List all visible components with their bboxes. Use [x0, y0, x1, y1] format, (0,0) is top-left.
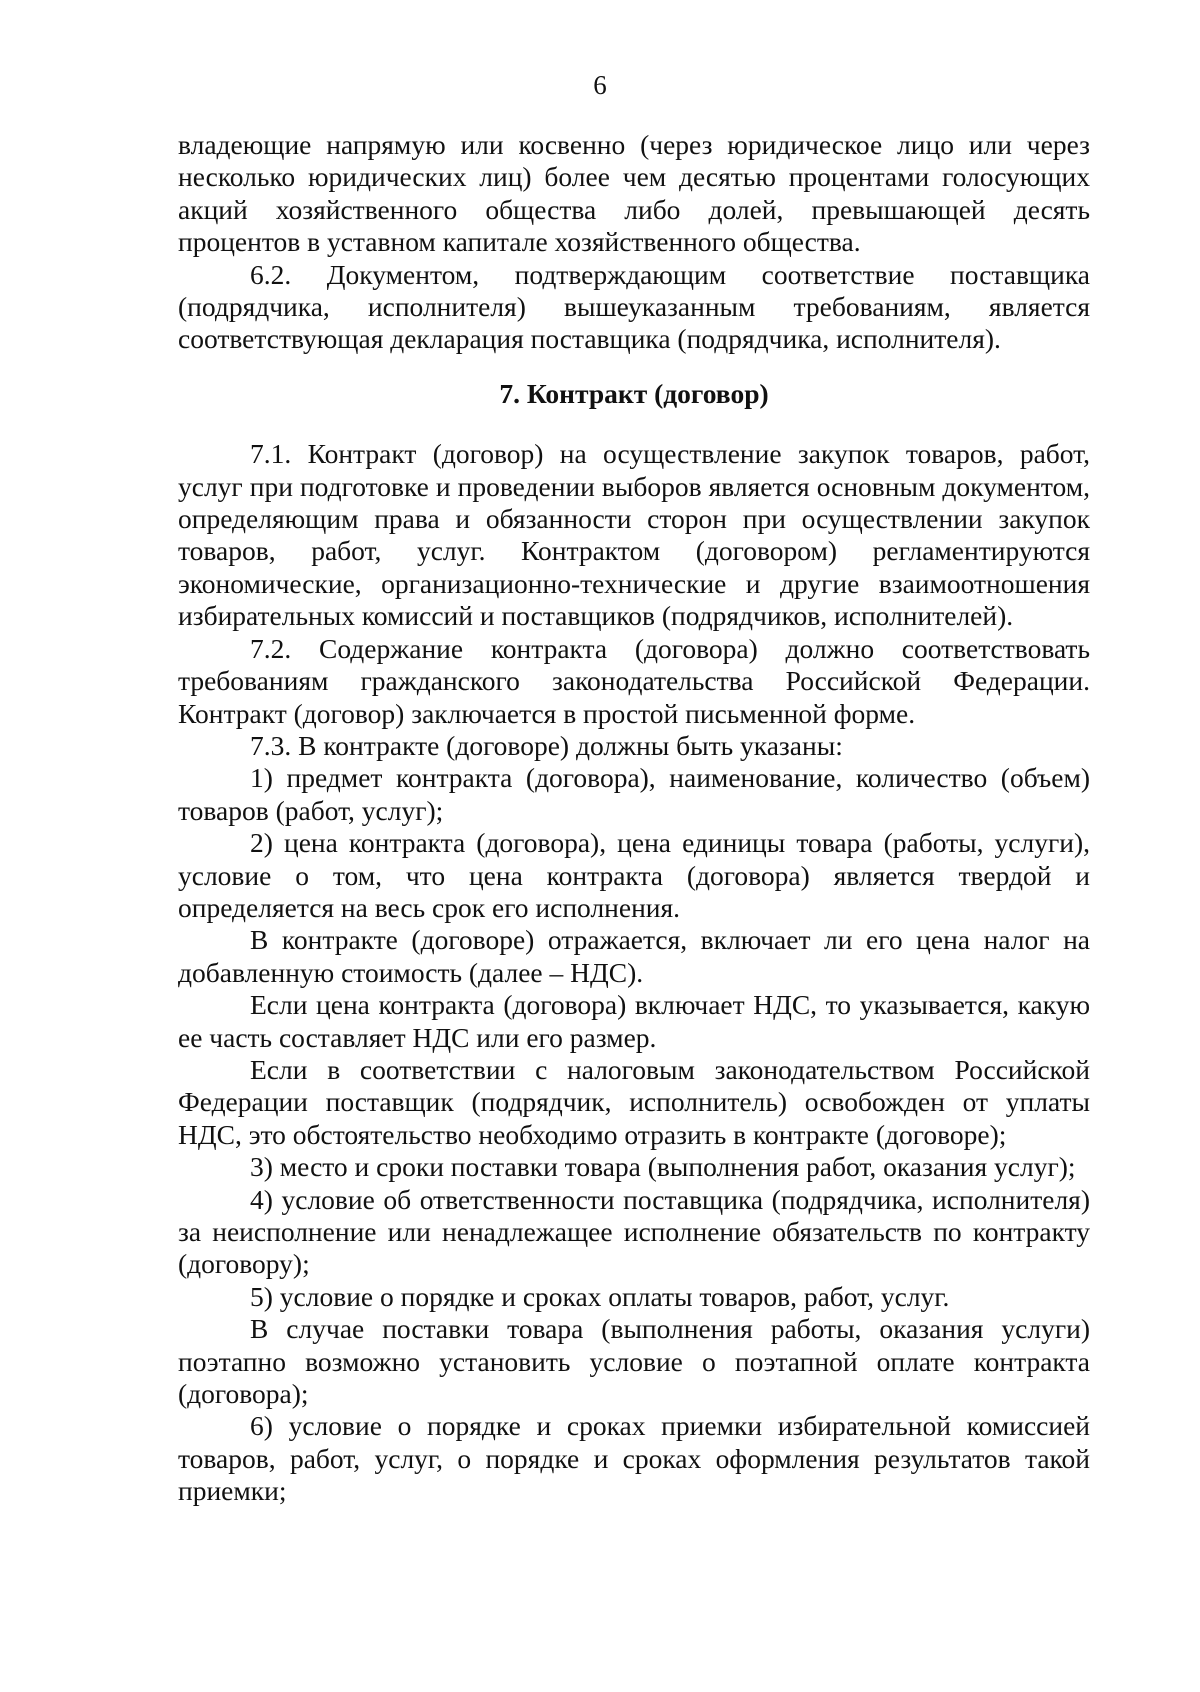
list-item-4: 4) условие об ответственности поставщика (подрядчика, исполнителя) за неисполнение или ненадлежащее исполнение обязательств по контракту (договору); — [178, 1183, 1090, 1280]
list-item-2: 2) цена контракта (договора), цена единицы товара (работы, услуги), условие о том, что цена контракта (договора) является твердой и определяется на весь срок его исполнения. — [178, 827, 1090, 923]
paragraph-staged-payment: В случае поставки товара (выполнения работы, оказания услуги) поэтапно возможно установить условие о поэтапной оплате контракта (договора); — [178, 1313, 1090, 1410]
list-item-3: 3) место и сроки поставки товара (выполнения работ, оказания услуг); — [250, 1151, 1076, 1183]
list-item-5: 5) условие о порядке и сроках оплаты товаров, работ, услуг. — [250, 1280, 950, 1312]
document-body — [178, 129, 1090, 1508]
paragraph-7-3: 7.3. В контракте (договоре) должны быть указаны: — [250, 729, 843, 761]
section-heading: 7. Контракт (договор) — [499, 377, 769, 409]
paragraph-continuation: владеющие напрямую или косвенно (через юридическое лицо или через несколько юридических лиц) более чем десятью процентами голосующих акций хозяйственного общества либо долей, превышающей десять процентов в уставном капитале хозяйственного общества. — [178, 129, 1090, 258]
page-number: 6 — [593, 70, 607, 100]
paragraph-7-2: 7.2. Содержание контракта (договора) должно соответствовать требованиям гражданского законодательства Российской Федерации. Контракт (договор) заключается в простой письменной форме. — [178, 632, 1090, 729]
paragraph-7-1: 7.1. Контракт (договор) на осуществление закупок товаров, работ, услуг при подготовке и проведении выборов является основным документом, определяющим права и обязанности сторон при осуществлении закупок товаров, работ, услуг. Контрактом (договором) регламентируются экономические, организационно-технические и другие взаимоотношения избирательных комиссий и поставщиков (подрядчиков, исполнителей). — [178, 438, 1090, 632]
list-item-1: 1) предмет контракта (договора), наименование, количество (объем) товаров (работ, услуг); — [178, 762, 1090, 826]
paragraph-vat-share: Если цена контракта (договора) включает НДС, то указывается, какую ее часть составляет НДС или его размер. — [178, 989, 1090, 1053]
list-item-6: 6) условие о порядке и сроках приемки избирательной комиссией товаров, работ, услуг, о порядке и сроках оформления результатов такой приемки; — [178, 1410, 1090, 1507]
paragraph-6-2: 6.2. Документом, подтверждающим соответствие поставщика (подрядчика, исполнителя) вышеуказанным требованиям, является соответствующая декларация поставщика (подрядчика, исполнителя). — [178, 258, 1090, 355]
paragraph-vat-included: В контракте (договоре) отражается, включает ли его цена налог на добавленную стоимость (далее – НДС). — [178, 924, 1090, 988]
paragraph-vat-exempt: Если в соответствии с налоговым законодательством Российской Федерации поставщик (подрядчик, исполнитель) освобожден от уплаты НДС, это обстоятельство необходимо отразить в контракте (договоре); — [178, 1053, 1090, 1150]
